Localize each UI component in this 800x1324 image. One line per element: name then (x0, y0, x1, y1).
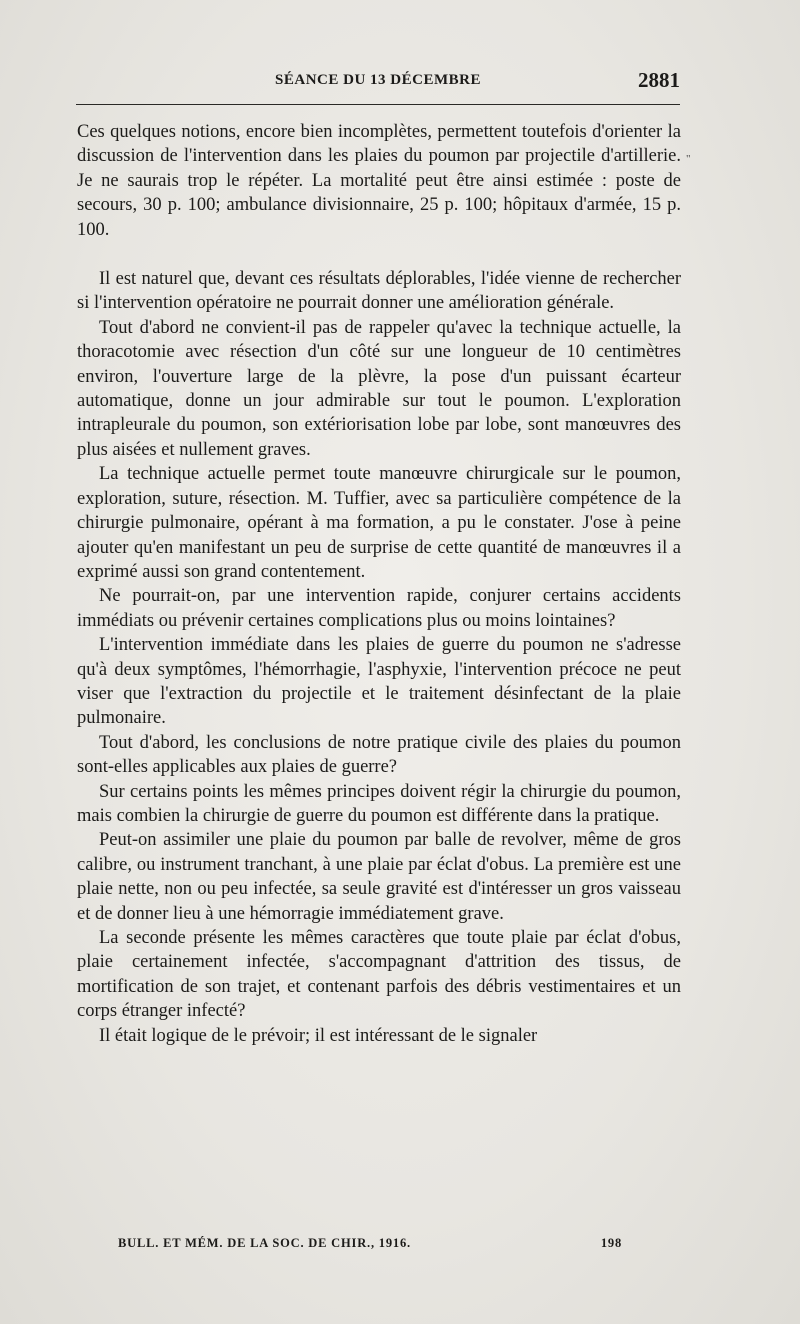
paragraph: Il était logique de le prévoir; il est intéressant de le signaler (99, 1025, 538, 1046)
body-text (77, 120, 681, 1048)
running-head: SÉANCE DU 13 DÉCEMBRE (275, 72, 481, 88)
page-header (76, 64, 680, 104)
paragraph: Il est naturel que, devant ces résultats déplorables, l'idée vienne de rechercher si l'intervention opératoire ne pourrait donner une amélioration générale. (77, 269, 681, 314)
margin-mark: " (686, 153, 691, 165)
journal-citation: BULL. ET MÉM. DE LA SOC. DE CHIR., 1916. (118, 1236, 411, 1250)
paragraph: L'intervention immédiate dans les plaies de guerre du poumon ne s'adresse qu'à deux symptômes, l'hémorrhagie, l'asphyxie, l'intervention précoce ne peut viser que l'extraction du projectile et le traitement désinfectant de la plaie pulmonaire. (77, 635, 681, 729)
page-number: 2881 (638, 68, 680, 92)
paragraph: La technique actuelle permet toute manœuvre chirurgicale sur le poumon, exploration, suture, résection. M. Tuffier, avec sa particulière compétence de la chirurgie pulmonaire, opérant à ma formation, a pu le constater. J'ose à peine ajouter qu'en manifestant un peu de surprise de cette quantité de manœuvres il a exprimé aussi son grand contentement. (77, 464, 681, 582)
header-rule (76, 104, 680, 105)
signature-mark: 198 (600, 1236, 622, 1250)
paragraph: Tout d'abord ne convient-il pas de rappeler qu'avec la technique actuelle, la thoracotomie avec résection d'un côté sur une longueur de 10 centimètres environ, l'ouverture large de la plèvre, la pose d'un puissant écarteur automatique, donne un jour admirable sur tout le poumon. L'exploration intrapleurale du poumon, son extériorisation lobe par lobe, sont manœuvres des plus aisées et nullement graves. (77, 317, 681, 460)
paragraph: Peut-on assimiler une plaie du poumon par balle de revolver, même de gros calibre, ou instrument tranchant, à une plaie par éclat d'obus. La première est une plaie nette, non ou peu infectée, sa seule gravité est d'intéresser un gros vaisseau et de donner lieu à une hémorragie immédiatement grave. (77, 830, 681, 924)
paragraph: Sur certains points les mêmes principes doivent régir la chirurgie du poumon, mais combien la chirurgie de guerre du poumon est différente dans la pratique. (77, 781, 681, 826)
paragraph: Tout d'abord, les conclusions de notre pratique civile des plaies du poumon sont-elles applicables aux plaies de guerre? (77, 732, 681, 778)
paragraph: Ces quelques notions, encore bien incomplètes, permettent toutefois d'orienter la discussion de l'intervention dans les plaies du poumon par projectile d'artillerie. Je ne saurais trop le répéter. La mortalité peut être ainsi estimée : poste de secours, 30 p. 100; ambulance divisionnaire, 25 p. 100; hôpitaux d'armée, 15 p. 100. (77, 122, 681, 240)
paragraph: La seconde présente les mêmes caractères que toute plaie par éclat d'obus, plaie certainement infectée, s'accompagnant d'attrition des tissus, de mortification de son trajet, et contenant parfois des débris vestimentaires et un corps étranger infecté? (77, 928, 681, 1022)
paragraph: Ne pourrait-on, par une intervention rapide, conjurer certains accidents immédiats ou prévenir certaines complications plus ou moins lointaines? (77, 586, 681, 631)
